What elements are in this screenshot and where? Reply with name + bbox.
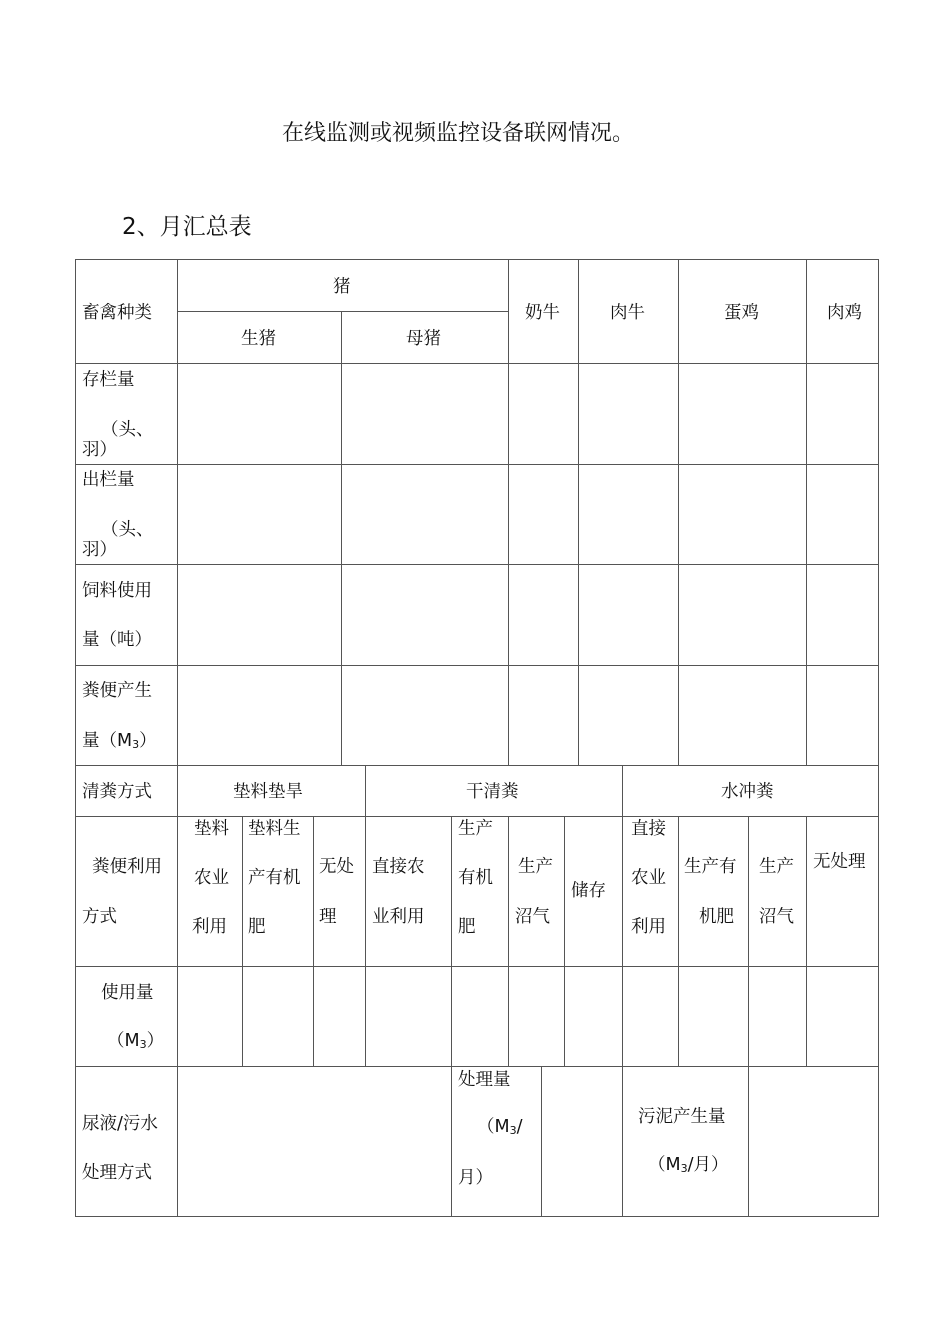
- rule-top: [75, 259, 879, 260]
- dry-fert-1: 生产: [458, 819, 493, 839]
- rule-u6: [678, 816, 679, 1066]
- cleaning-litter: 垫料垫旱: [233, 782, 303, 802]
- rule-u5: [564, 816, 565, 1066]
- rule-utilization-bottom: [75, 966, 879, 967]
- litter-ag-2: 农业: [194, 868, 229, 888]
- treat-unit-end: 月）: [458, 1168, 493, 1188]
- broiler-header: 肉鸡: [827, 303, 862, 323]
- pig-header: 猪: [333, 277, 351, 297]
- litter-fert-2: 产有机: [248, 868, 301, 888]
- laying-hen-header: 蛋鸡: [724, 303, 759, 323]
- liquid-label-2: 处理方式: [82, 1163, 152, 1183]
- rule-treat-value: [541, 1066, 542, 1217]
- water-biogas-2: 沼气: [759, 907, 794, 927]
- rule-u7: [748, 816, 749, 1217]
- utilization-label-2: 方式: [82, 907, 117, 927]
- manure-unit-suffix: ）: [139, 731, 157, 751]
- rule-u8: [806, 816, 807, 1066]
- rule-manure-bottom: [75, 765, 879, 766]
- rule-usage-bottom: [75, 1066, 879, 1067]
- rule-dairy-beef: [578, 259, 579, 765]
- water-biogas-1: 生产: [759, 857, 794, 877]
- manure-label: 粪便产生: [82, 681, 152, 701]
- feed-label: 饲料使用: [82, 581, 152, 601]
- rule-dry-water: [622, 765, 623, 1217]
- usage-unit-sub: 3: [139, 1038, 147, 1051]
- stock-unit: （头、: [101, 420, 154, 440]
- litter-fert-3: 肥: [248, 917, 266, 937]
- rule-hen-broiler: [806, 259, 807, 765]
- rule-feed-bottom: [75, 665, 879, 666]
- usage-label: 使用量: [101, 983, 154, 1003]
- cleaning-label: 清粪方式: [82, 782, 152, 802]
- treat-label: 处理量: [458, 1070, 511, 1090]
- litter-none-1: 无处: [319, 857, 354, 877]
- stock-label: 存栏量: [82, 370, 135, 390]
- sludge-unit-prefix: （M: [648, 1155, 681, 1175]
- cleaning-dry: 干清粪: [466, 782, 519, 802]
- dry-fert-3: 肥: [458, 917, 476, 937]
- litter-fert-1: 垫料生: [248, 819, 301, 839]
- manure-unit-sub: 3: [132, 738, 140, 751]
- slaughter-label: 出栏量: [82, 470, 135, 490]
- rule-right: [878, 259, 879, 1217]
- rule-slaughter-bottom: [75, 564, 879, 565]
- rule-beef-hen: [678, 259, 679, 765]
- utilization-label: 粪便利用: [92, 857, 162, 877]
- treat-unit-suffix: /: [516, 1117, 523, 1137]
- slaughter-unit-end: 羽）: [82, 540, 117, 560]
- manure-unit-prefix: 量（M: [82, 731, 133, 751]
- treat-unit: [477, 1115, 523, 1143]
- beef-cattle-header: 肉牛: [610, 303, 645, 323]
- dry-fert-2: 有机: [458, 868, 493, 888]
- rule-left: [75, 259, 76, 1217]
- rule-pig-sub: [177, 311, 508, 312]
- cleaning-water: 水冲粪: [721, 782, 774, 802]
- manure-unit: [82, 729, 157, 757]
- water-ag-2: 农业: [631, 868, 666, 888]
- dry-biogas-2: 沼气: [515, 907, 550, 927]
- sludge-unit-sub: 3: [680, 1162, 688, 1175]
- rule-header-bottom: [75, 363, 879, 364]
- litter-ag-1: 垫料: [194, 819, 229, 839]
- intro-line: 在线监测或视频监控设备联网情况。: [282, 121, 635, 146]
- rule-u1: [242, 816, 243, 1066]
- water-ag-3: 利用: [631, 917, 666, 937]
- treat-unit-prefix: （M: [477, 1117, 510, 1137]
- treat-unit-sub: 3: [509, 1124, 517, 1137]
- dry-biogas-1: 生产: [518, 857, 553, 877]
- litter-none-2: 理: [319, 907, 337, 927]
- dry-ag-2: 业利用: [372, 907, 425, 927]
- water-fert-1: 生产有: [684, 857, 737, 877]
- sludge-label: 污泥产生量: [638, 1107, 726, 1127]
- rule-label-col: [177, 259, 178, 1217]
- usage-unit: [107, 1029, 164, 1057]
- water-fert-2: 机肥: [699, 907, 734, 927]
- water-ag-1: 直接: [631, 819, 666, 839]
- pig-live-header: 生猪: [241, 329, 276, 349]
- rule-litter-dry: [365, 765, 366, 1066]
- rule-stock-bottom: [75, 464, 879, 465]
- section-title: 2、月汇总表: [122, 214, 252, 240]
- rule-u2: [313, 816, 314, 1066]
- dry-store: 储存: [571, 881, 606, 901]
- stock-unit-end: 羽）: [82, 440, 117, 460]
- slaughter-unit: （头、: [101, 520, 154, 540]
- category-label: 畜禽种类: [82, 303, 152, 323]
- water-none: 无处理: [813, 852, 866, 872]
- sludge-unit-suffix: /月）: [687, 1155, 729, 1175]
- dairy-cattle-header: 奶牛: [525, 303, 560, 323]
- litter-ag-3: 利用: [192, 917, 227, 937]
- rule-bottom: [75, 1216, 879, 1217]
- feed-unit: 量（吨）: [82, 630, 152, 650]
- usage-unit-suffix: ）: [146, 1031, 165, 1051]
- usage-unit-prefix: （M: [107, 1031, 140, 1051]
- pig-sow-header: 母猪: [406, 329, 441, 349]
- dry-ag-1: 直接农: [372, 857, 425, 877]
- liquid-label: 尿液/污水: [82, 1114, 158, 1134]
- rule-u3: [451, 816, 452, 1217]
- rule-u4: [508, 816, 509, 1066]
- sludge-unit: [648, 1153, 729, 1181]
- rule-live-sow: [341, 311, 342, 765]
- rule-pig-dairy: [508, 259, 509, 765]
